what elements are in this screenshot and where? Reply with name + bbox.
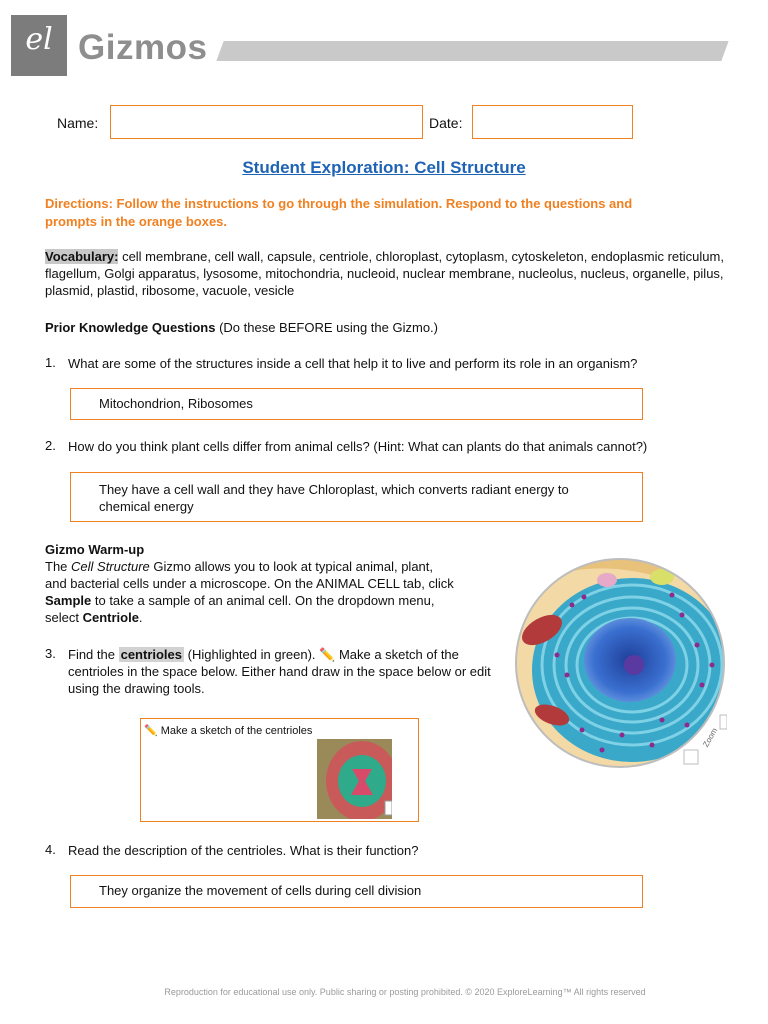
question-1-text: What are some of the structures inside a cell that help it to live and perform its role in an organism?: [68, 356, 638, 371]
question-3-text-a: Find the: [68, 647, 119, 662]
question-3-text: [68, 646, 503, 697]
vocabulary-paragraph: [45, 248, 735, 299]
answer-2-text: They have a cell wall and they have Chloroplast, which converts radiant energy to chemical energy: [99, 482, 569, 514]
warmup-paragraph: [45, 558, 455, 626]
date-label: Date:: [429, 115, 463, 131]
header-decor-bar: [216, 41, 728, 61]
sketch-label: ✏️ Make a sketch of the centrioles: [144, 725, 313, 737]
centriole-thumbnail: [317, 739, 392, 819]
answer-4-text: They organize the movement of cells during cell division: [99, 883, 422, 898]
sketch-box[interactable]: [140, 718, 419, 822]
question-4-number: 4.: [45, 842, 56, 857]
footer-copyright: Reproduction for educational use only. Public sharing or posting prohibited. © 2020 ExploreLearning™ All rights reserved: [164, 987, 646, 997]
question-4-text: Read the description of the centrioles. What is their function?: [68, 843, 419, 858]
prior-knowledge-heading: [45, 319, 438, 336]
answer-1-text: Mitochondrion, Ribosomes: [99, 396, 253, 411]
zoom-label: Zoom: [701, 726, 720, 749]
gizmo-name: Cell Structure: [71, 559, 150, 574]
sample-term: Sample: [45, 593, 92, 608]
question-1-number: 1.: [45, 355, 56, 370]
brand-title: Gizmos: [78, 28, 208, 67]
prior-knowledge-note: (Do these BEFORE using the Gizmo.): [215, 320, 438, 335]
question-3-number: 3.: [45, 646, 56, 661]
page-title: Student Exploration: Cell Structure: [242, 158, 526, 177]
microscope-cell-image: [512, 555, 727, 770]
name-field[interactable]: [110, 105, 423, 139]
centriole-term: Centriole: [82, 610, 139, 625]
vocabulary-label: Vocabulary:: [45, 249, 119, 264]
answer-4-box[interactable]: [70, 875, 643, 908]
cell-illustration: [512, 555, 727, 770]
question-2-number: 2.: [45, 438, 56, 453]
centrioles-highlight: centrioles: [120, 647, 183, 662]
prior-knowledge-title: Prior Knowledge Questions: [45, 320, 216, 335]
directions-text: Directions: Follow the instructions to go through the simulation. Respond to the questions and prompts in the orange boxes.: [45, 196, 633, 229]
warmup-text-1: The: [45, 559, 72, 574]
answer-2-box[interactable]: [70, 472, 643, 522]
question-2-text: How do you think plant cells differ from animal cells? (Hint: What can plants do that animals cannot?): [68, 439, 648, 454]
logo-glyph: el: [25, 22, 53, 57]
date-field[interactable]: [472, 105, 633, 139]
question-3-text-b: (Highlighted in green). ✏️ Make a sketch of the centrioles in the space below. Either hand draw in the space below or edit using the drawing tools.: [68, 647, 491, 696]
warmup-text-4: .: [138, 610, 143, 625]
warmup-text-3: to take a sample of an animal cell. On the dropdown menu, select: [45, 593, 435, 625]
vocabulary-terms: cell membrane, cell wall, capsule, centriole, chloroplast, cytoplasm, cytoskeleton, endoplasmic reticulum, flagellum, Golgi apparatus, lysosome, mitochondria, nucleoid, nuclear membrane, nucleolus, nucleus, organelle, pilus, plasmid, plastid, ribosome, vacuole, vesicle: [45, 249, 724, 298]
name-label: Name:: [57, 115, 99, 131]
answer-1-box[interactable]: [70, 388, 643, 420]
warmup-heading: Gizmo Warm-up: [45, 542, 145, 557]
warmup-text-2: Gizmo allows you to look at typical animal, plant, and bacterial cells under a microscope. On the ANIMAL CELL tab, click: [45, 559, 454, 591]
